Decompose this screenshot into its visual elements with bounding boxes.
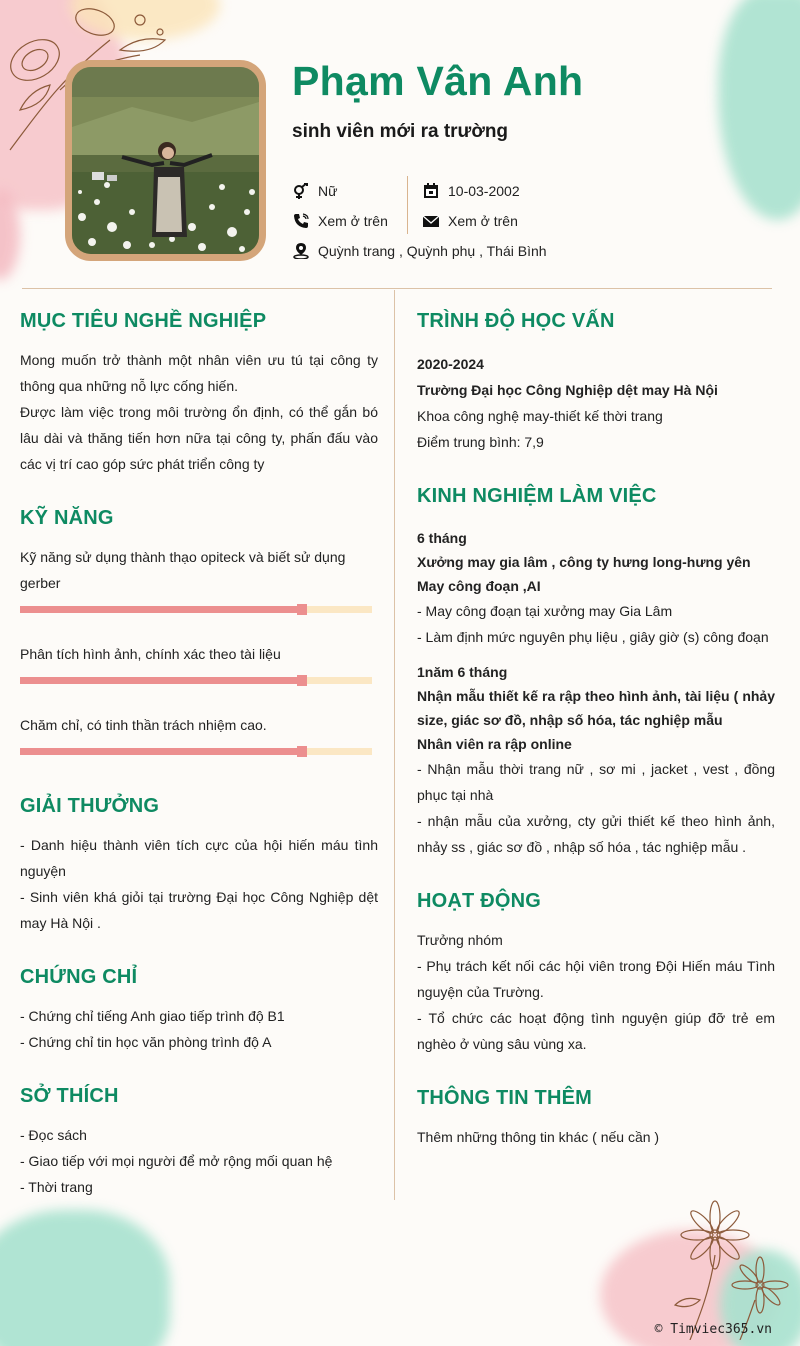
- job-company: Nhận mẫu thiết kế ra rập theo hình ảnh, tài liệu ( nhảy size, giác sơ đồ, nhập số hóa, tác nghiệp mẫu: [417, 688, 775, 728]
- job-position: Nhân viên ra rập online: [417, 736, 572, 752]
- hobby-line: - Đọc sách: [20, 1127, 87, 1143]
- education-faculty: Khoa công nghệ may-thiết kế thời trang: [417, 408, 663, 424]
- birthday-item: [422, 181, 520, 201]
- certificates-title: CHỨNG CHỈ: [20, 966, 138, 988]
- activity-line: - Tổ chức các hoạt động tình nguyện giúp đỡ trẻ em nghèo ở vùng sâu vùng xa.: [417, 1010, 775, 1052]
- hobby-line: - Thời trang: [20, 1179, 93, 1195]
- skill-bar-fill: [20, 677, 302, 684]
- skill-bar: [20, 677, 372, 684]
- email-value: Xem ở trên: [448, 213, 518, 229]
- job-title: sinh viên mới ra trường: [292, 121, 509, 142]
- activities-title: HOẠT ĐỘNG: [417, 890, 542, 912]
- watercolor-bottom-left: [0, 1210, 170, 1346]
- profile-photo: [65, 60, 266, 261]
- objective-title: MỤC TIÊU NGHỀ NGHIỆP: [20, 310, 267, 332]
- skill-bar: [20, 748, 372, 755]
- skill-bar: [20, 606, 372, 613]
- activity-line: - Phụ trách kết nối các hội viên trong Đội Hiến máu Tình nguyện của Trường.: [417, 958, 775, 1000]
- experience-section: [417, 485, 775, 860]
- hobby-line: - Giao tiếp với mọi người để mở rộng mối quan hệ: [20, 1153, 333, 1169]
- objective-line: Mong muốn trở thành một nhân viên ưu tú tại công ty thông qua những nỗ lực cống hiến.: [20, 352, 378, 394]
- awards-section: [20, 795, 378, 936]
- skills-section: [20, 507, 378, 755]
- certificate-line: - Chứng chỉ tiếng Anh giao tiếp trình độ B1: [20, 1008, 285, 1024]
- gender-item: [292, 181, 337, 201]
- certificate-line: - Chứng chỉ tin học văn phòng trình độ A: [20, 1034, 272, 1050]
- calendar-icon: [422, 182, 440, 200]
- watercolor-top-right: [718, 0, 800, 220]
- job-line: - nhận mẫu của xưởng, cty gửi thiết kế theo hình ảnh, nhảy ss , giác sơ đồ , nhập số hóa , tác nghiệp mẫu .: [417, 813, 775, 855]
- flower-bottom-right-icon: [660, 1200, 795, 1340]
- skill-name: Phân tích hình ảnh, chính xác theo tài liệu: [20, 646, 281, 662]
- left-column: [20, 310, 378, 1222]
- job-line: - Nhận mẫu thời trang nữ , sơ mi , jacket , vest , đồng phục tại nhà: [417, 761, 775, 803]
- award-line: - Sinh viên khá giỏi tại trường Đại học Công Nghiệp dệt may Hà Nội .: [20, 889, 378, 931]
- email-item: [422, 211, 518, 231]
- skill-item: [20, 544, 378, 613]
- education-section: [417, 310, 775, 455]
- additional-title: THÔNG TIN THÊM: [417, 1087, 593, 1109]
- activity-line: Trưởng nhóm: [417, 932, 503, 948]
- skill-bar-fill: [20, 748, 302, 755]
- skill-bar-knob: [297, 604, 307, 615]
- skill-bar-fill: [20, 606, 302, 613]
- job-line: - Làm định mức nguyên phụ liệu , giây giờ (s) công đoạn: [417, 629, 769, 645]
- education-gpa: Điểm trung bình: 7,9: [417, 434, 544, 450]
- copyright-text: © Timviec365.vn: [654, 1322, 772, 1337]
- skills-title: KỸ NĂNG: [20, 507, 114, 529]
- awards-title: GIẢI THƯỞNG: [20, 795, 160, 817]
- skill-name: Chăm chỉ, có tinh thần trách nhiệm cao.: [20, 717, 267, 733]
- birthday-value: 10-03-2002: [448, 183, 520, 199]
- skill-item: [20, 712, 378, 755]
- skill-item: [20, 641, 378, 684]
- hobbies-section: [20, 1085, 378, 1200]
- experience-title: KINH NGHIỆM LÀM VIỆC: [417, 485, 657, 507]
- phone-item: [292, 211, 388, 231]
- skill-bar-knob: [297, 746, 307, 757]
- education-school: Trường Đại học Công Nghiệp dệt may Hà Nội: [417, 382, 718, 398]
- objective-section: [20, 310, 378, 477]
- skill-name: Kỹ năng sử dụng thành thạo opiteck và biết sử dụng gerber: [20, 549, 346, 591]
- candidate-name: Phạm Vân Anh: [292, 58, 584, 104]
- skill-bar-knob: [297, 675, 307, 686]
- column-divider: [394, 290, 395, 1200]
- objective-line: Được làm việc trong môi trường ổn định, có thể gắn bó lâu dài và thăng tiến hơn nữa tại công ty, phấn đấu vào các vị trí cao góp sức phát triển công ty: [20, 404, 378, 472]
- job-company: Xưởng may gia lâm , công ty hưng long-hưng yên: [417, 554, 751, 570]
- award-line: - Danh hiệu thành viên tích cực của hội hiến máu tình nguyện: [20, 837, 378, 879]
- map-pin-icon: [292, 242, 310, 260]
- job-line: - May công đoạn tại xưởng may Gia Lâm: [417, 603, 673, 619]
- job-entry: [417, 660, 775, 860]
- job-entry: [417, 526, 775, 650]
- gender-icon: [292, 182, 310, 200]
- additional-section: [417, 1087, 775, 1150]
- address-value: Quỳnh trang , Quỳnh phụ , Thái Bình: [318, 243, 547, 259]
- job-duration: 1năm 6 tháng: [417, 664, 508, 680]
- job-position: May công đoạn ,AI: [417, 578, 541, 594]
- education-period: 2020-2024: [417, 356, 484, 372]
- right-column: [417, 310, 775, 1172]
- education-title: TRÌNH ĐỘ HỌC VẤN: [417, 310, 615, 332]
- gender-value: Nữ: [318, 183, 338, 199]
- phone-value: Xem ở trên: [318, 213, 388, 229]
- info-divider: [407, 176, 408, 234]
- address-item: [292, 241, 547, 261]
- additional-text: Thêm những thông tin khác ( nếu cần ): [417, 1129, 660, 1145]
- activities-section: [417, 890, 775, 1057]
- certificates-section: [20, 966, 378, 1055]
- header-divider: [22, 288, 772, 289]
- envelope-icon: [422, 212, 440, 230]
- phone-icon: [292, 212, 310, 230]
- job-duration: 6 tháng: [417, 530, 467, 546]
- hobbies-title: SỞ THÍCH: [20, 1085, 119, 1107]
